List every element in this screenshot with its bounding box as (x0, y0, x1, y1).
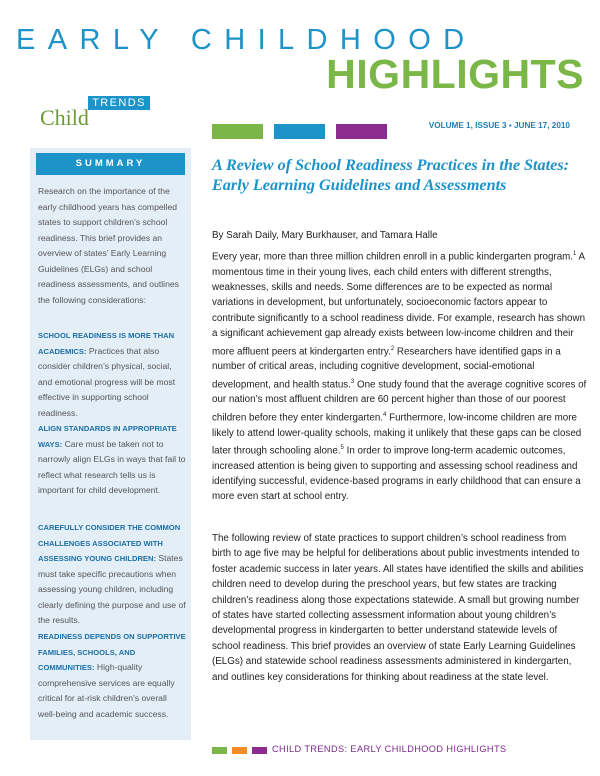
footnote-ref: 1 (573, 251, 577, 257)
issue-line: VOLUME 1, ISSUE 3 ▪ JUNE 17, 2010 (428, 121, 570, 130)
summary-item (38, 421, 186, 499)
footer-bar-1 (212, 747, 227, 754)
footnote-ref: 2 (390, 345, 395, 352)
masthead-title-main: HIGHLIGHTS (326, 51, 584, 97)
footer-bar-3 (252, 747, 267, 754)
summary-item-text: Practices that also consider children’s physical, social, and emotional progress will be most effective in supporting school readiness. (38, 345, 176, 418)
summary-intro: Research on the importance of the early childhood years has compelled states to support children’s school readiness. This brief provides an overview of states’ Early Learning Guidelines (ELGs) and school readiness assessments, and outlines the following considerations: (38, 186, 179, 305)
summary-item-heading: CAREFULLY CONSIDER THE COMMON CHALLENGES ASSOCIATED WITH ASSESSING YOUNG CHILDREN: (38, 523, 181, 563)
summary-item-text: Care must be taken not to narrowly align ELGs in ways that fail to reflect what research tells us is important for child development. (38, 438, 186, 495)
text-segment: One study found that the average cognitive scores of our nation’s most affluent children are 60 percent higher than those of our poorest children before they enter kindergarten. (212, 379, 587, 424)
footnote-ref: 5 (340, 444, 344, 451)
masthead-title-top: EARLY CHILDHOOD (16, 24, 477, 56)
text-segment: A momentous time in their young lives, each child enters with different strengths, weaknesses, skills and needs. Some differences are to be expected as normal variations in development, but unfortunately, socioeconomic factors appear to contribute significantly to a school readiness divide. For example, research has shown a significant achievement gap already exists between low-income children and their more affluent peers at kindergarten entry. (212, 251, 586, 357)
color-bar-3 (336, 124, 387, 139)
article-paragraph-1 (212, 247, 587, 505)
color-bar-2 (274, 124, 325, 139)
byline: By Sarah Daily, Mary Burkhauser, and Tamara Halle (212, 230, 438, 241)
text-segment: Every year, more than three million children enroll in a public kindergarten program. (212, 251, 574, 263)
footnote-ref: 3 (350, 378, 355, 385)
footer-bar-2 (232, 747, 247, 754)
summary-sidebar (30, 148, 191, 740)
logo-trends-text: TRENDS (88, 96, 150, 110)
text-segment: Furthermore, low-income children are more likely to attend lower-quality schools, making it unlikely that these gaps can be closed later through schooling alone. (212, 412, 582, 457)
summary-heading: SUMMARY (36, 153, 185, 175)
logo-child-text: Child (40, 105, 89, 130)
summary-item (38, 328, 186, 421)
summary-item-heading: SCHOOL READINESS IS MORE THAN ACADEMICS: (38, 331, 175, 356)
summary-item-text: High-quality comprehensive services are equally critical for at-risk children’s overall well-being and academic success. (38, 662, 175, 719)
article-paragraph-2: The following review of state practices to support children’s school readiness from birth to age five may be helpful for deliberations about public investments intended to foster academic success in later years. All states have identified the skills and abilities children need to develop during the preschool years, but few states are tracking children’s readiness along those expectations statewide. A small but growing number of states have started collecting assessment information about young children’s developmental progress in kindergarten to better understand statewide levels of school readiness. This brief provides an overview of state Early Learning Guidelines (ELGs) and statewide school readiness assessments administered in kindergarten, and outlines key considerations for thinking about readiness at the state level. (212, 533, 584, 683)
article-title: A Review of School Readiness Practices in the States: Early Learning Guidelines and Assessments (212, 156, 570, 194)
footer-text: CHILD TRENDS: EARLY CHILDHOOD HIGHLIGHTS (272, 744, 507, 754)
color-bar-1 (212, 124, 263, 139)
summary-item-heading: ALIGN STANDARDS IN APPROPRIATE WAYS: (38, 424, 177, 449)
summary-item (38, 629, 186, 722)
footnote-ref: 4 (383, 411, 387, 418)
text-segment: Researchers have identified gaps in a number of critical areas, including cognitive development, social-emotional development, and health status. (212, 345, 561, 391)
summary-item-text: States must take specific precautions when assessing young children, including clearly defining the purpose and use of the results. (38, 553, 186, 625)
text-segment: In order to improve long-term academic outcomes, increased attention is being given to supporting and assessing school readiness and identifying successful, evidence-based programs in early childhood that can ensure a more even start at school entry. (212, 445, 581, 503)
summary-item (38, 520, 186, 629)
summary-item-heading: READINESS DEPENDS ON SUPPORTIVE FAMILIES, SCHOOLS, AND COMMUNITIES: (38, 632, 186, 672)
